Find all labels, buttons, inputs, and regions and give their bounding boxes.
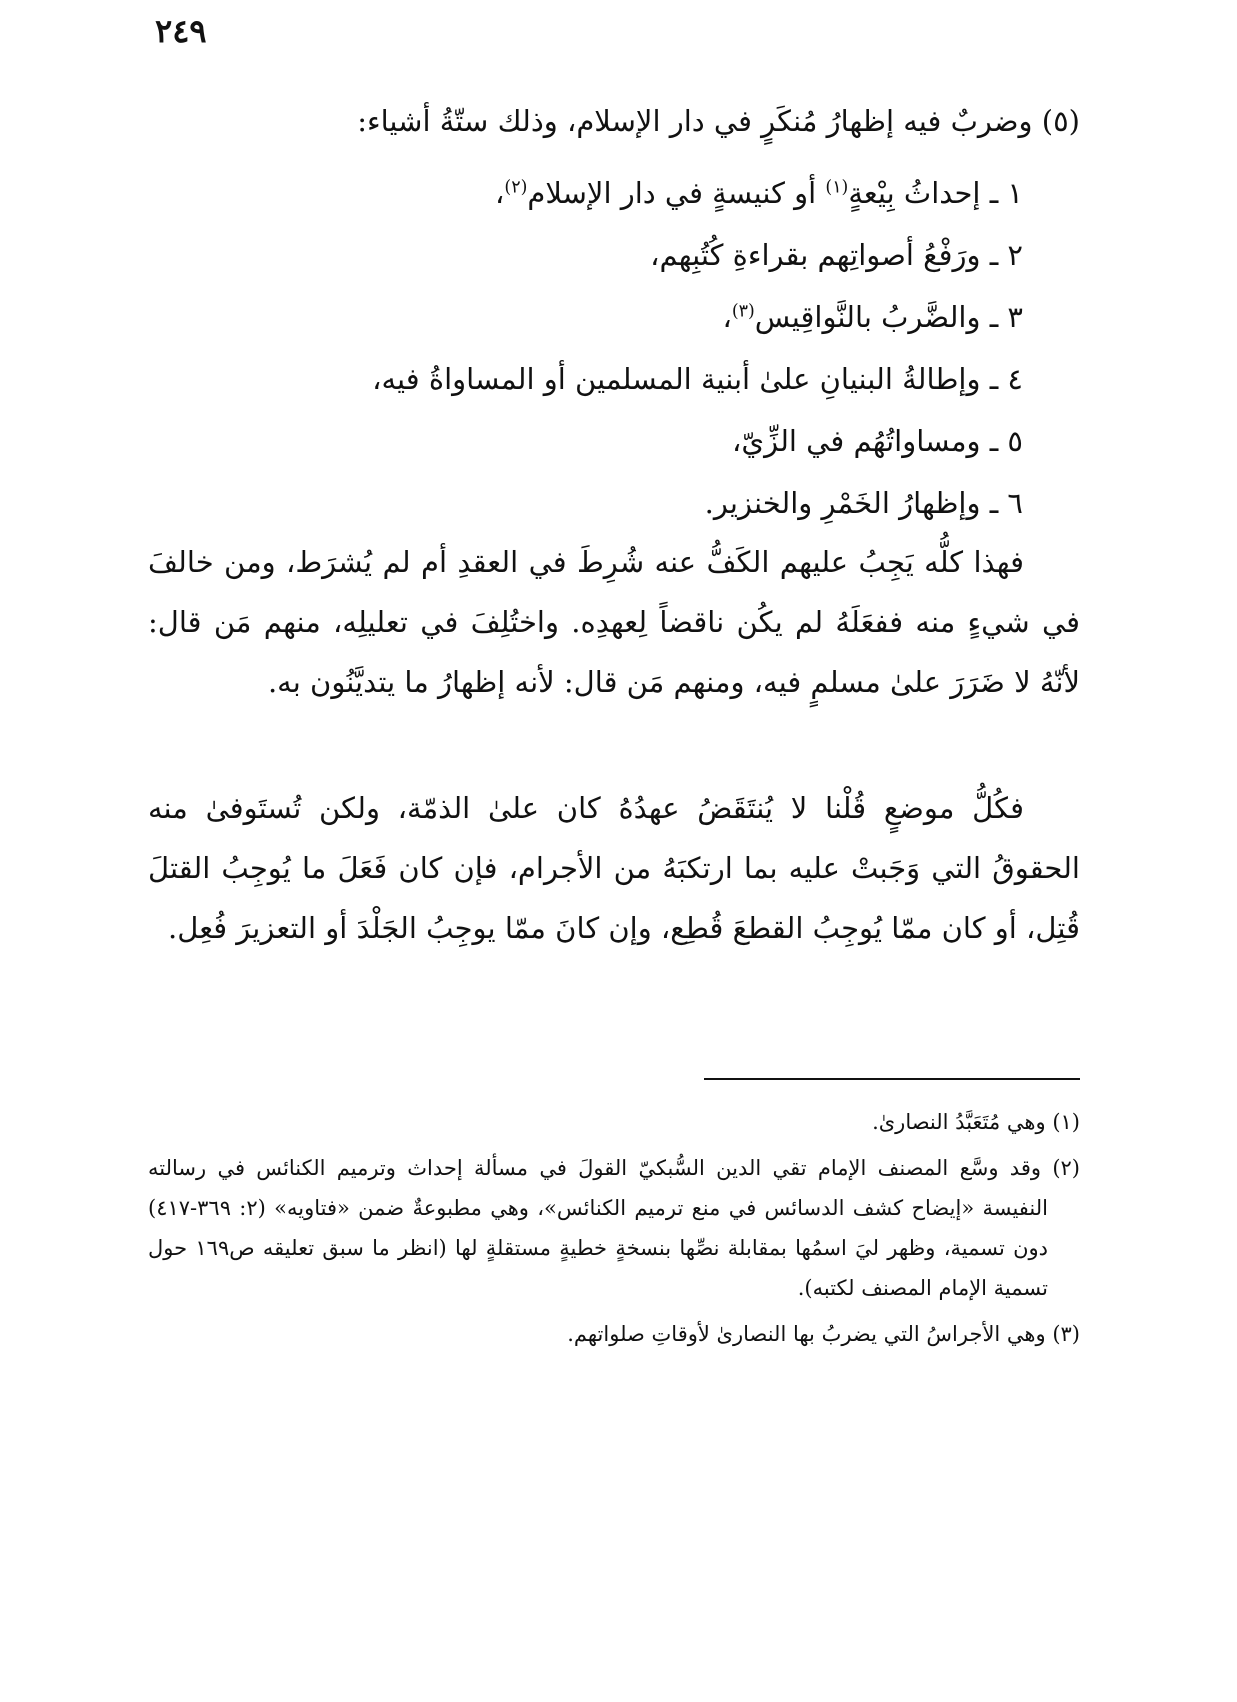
list-item-text: أو كنيسةٍ في دار الإسلام bbox=[527, 176, 826, 210]
footnote-divider bbox=[704, 1078, 1080, 1080]
list-item-text: ١ ـ إحداثُ بِيْعةٍ bbox=[848, 176, 1023, 210]
list-item-text: ٥ ـ ومساواتُهُم في الزِّيّ، bbox=[732, 424, 1023, 458]
footnote-ref[interactable]: (٣) bbox=[731, 301, 755, 322]
list-item bbox=[148, 162, 1080, 224]
footnotes-section bbox=[148, 1102, 1080, 1360]
list-item-text: ٤ ـ وإطالةُ البنيانِ علىٰ أبنية المسلمين أو المساواةُ فيه، bbox=[372, 362, 1023, 396]
footnote: (٢) وقد وسَّع المصنف الإمام تقي الدين السُّبكيّ القولَ في مسألة إحداث وترميم الكنائس في رسالته النفيسة «إيضاح كشف الدسائس في منع ترميم الكنائس»، وهي مطبوعةٌ ضمن «فتاويه» (٢: ٣٦٩-٤١٧) دون تسمية، وظهر ليَ اسمُها بمقابلة نصِّها بنسخةٍ خطيةٍ مستقلةٍ لها (انظر ما سبق تعليقه ص١٦٩ حول تسمية الإمام المصنف لكتبه). bbox=[148, 1156, 1080, 1300]
footnote-ref[interactable]: (٢) bbox=[504, 177, 528, 198]
list-item bbox=[148, 286, 1080, 348]
body-paragraph: فكُلُّ موضعٍ قُلْنا لا يُنتَقَضُ عهدُهُ كان علىٰ الذمّة، ولكن تُستَوفىٰ منه الحقوقُ التي وَجَبتْ عليه بما ارتكبَهُ من الأجرام، فإن كان فَعَلَ ما يُوجِبُ القتلَ قُتِل، أو كان ممّا يُوجِبُ القطعَ قُطِع، وإن كانَ ممّا يوجِبُ الجَلْدَ أو التعزيرَ فُعِل. bbox=[148, 791, 1080, 945]
section-intro: (٥) وضربٌ فيه إظهارُ مُنكَرٍ في دار الإسلام، وذلك ستّةُ أشياء: bbox=[357, 104, 1080, 138]
list-item bbox=[148, 224, 1080, 286]
footnote-ref[interactable]: (١) bbox=[825, 177, 849, 198]
list-item-text: ٣ ـ والضَّربُ بالنَّواقِيس bbox=[754, 300, 1023, 334]
footnote: (٣) وهي الأجراسُ التي يضربُ بها النصارىٰ لأوقاتِ صلواتهم. bbox=[567, 1322, 1080, 1346]
list-item-text: ٢ ـ ورَفْعُ أصواتِهم بقراءةِ كُتُبِهم، bbox=[650, 238, 1023, 272]
list-item bbox=[148, 348, 1080, 410]
list-item-text: ، bbox=[722, 300, 732, 334]
body-paragraph: فهذا كلُّه يَجِبُ عليهم الكَفُّ عنه شُرِطَ في العقدِ أم لم يُشرَط، ومن خالفَ في شيءٍ منه ففعَلَهُ لم يكُن ناقضاً لِعهدِه. واختُلِفَ في تعليلِه، منهم مَن قال: لأنّهُ لا ضَرَرَ علىٰ مسلمٍ فيه، ومنهم مَن قال: لأنه إظهارُ ما يتديَّنُون به. bbox=[148, 545, 1080, 699]
footnote: (١) وهي مُتَعَبَّدُ النصارىٰ. bbox=[872, 1110, 1080, 1134]
list-item-text: ٦ ـ وإظهارُ الخَمْرِ والخنزير. bbox=[704, 486, 1023, 520]
page-number: ٢٤٩ bbox=[155, 12, 207, 50]
prohibited-items-list bbox=[148, 162, 1080, 534]
list-item-text: ، bbox=[495, 176, 505, 210]
list-item bbox=[148, 410, 1080, 472]
list-item bbox=[148, 472, 1080, 534]
